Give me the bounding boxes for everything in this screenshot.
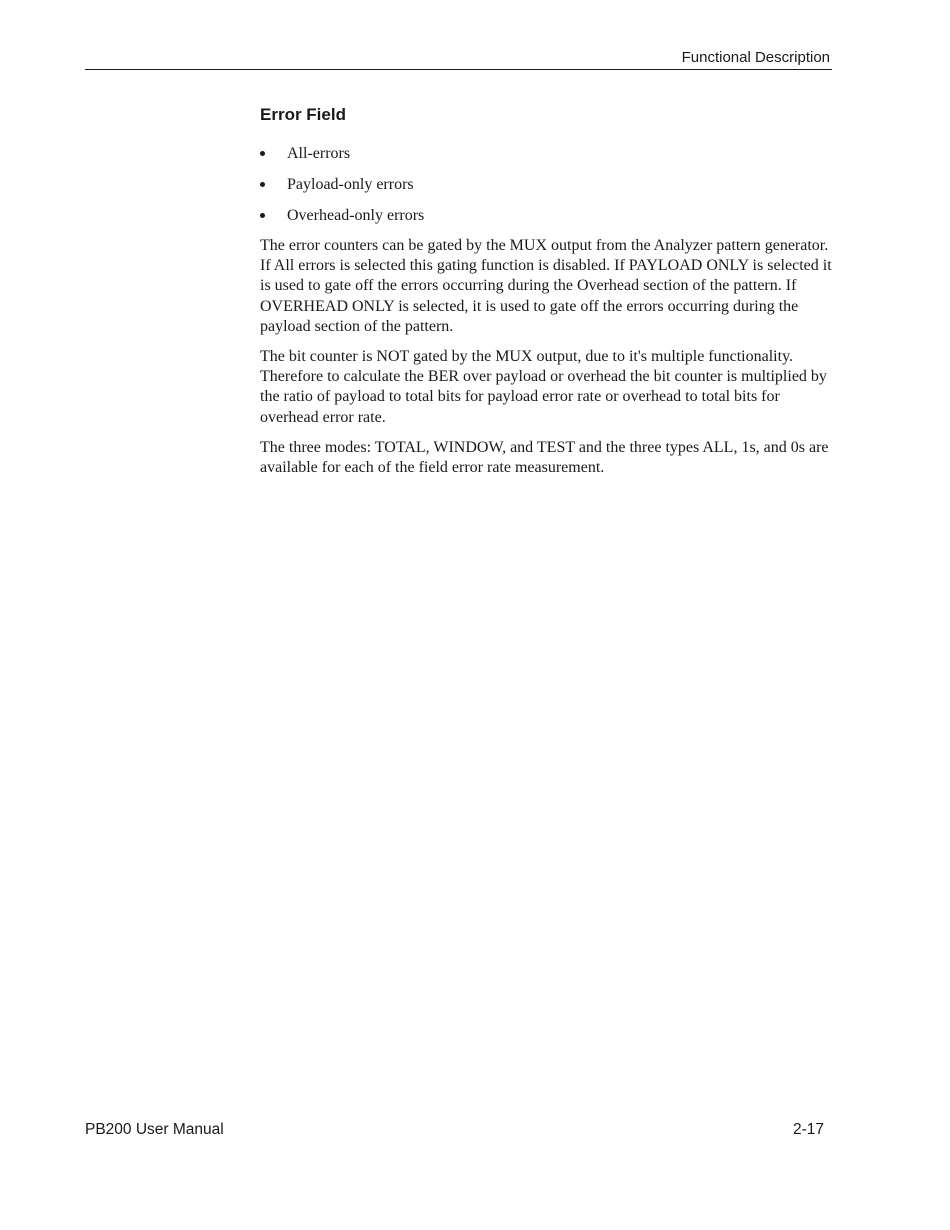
list-item [260,205,835,226]
footer-page-number: 2-17 [792,1121,824,1138]
bullet-icon [260,182,265,187]
paragraph-bit-counter: The bit counter is NOT gated by the MUX output, due to it's multiple functionality. Therefore to calculate the BER over payload or overhead the bit counter is multiplied by the ratio of payload to total bits for payload error rate or overhead to total bits for overhead error rate. [260,348,827,426]
list-item [260,174,835,195]
paragraph-gating: The error counters can be gated by the MUX output from the Analyzer pattern generator. If All errors is selected this gating function is disabled. If PAYLOAD ONLY is selected it is used to gate off the errors occurring during the Overhead section of the pattern. If OVERHEAD ONLY is selected, it is used to gate off the errors occurring during the payload section of the pattern. [260,237,832,335]
page-content [260,104,835,488]
list-item-text: Payload-only errors [287,176,414,193]
list-item [260,143,835,164]
paragraph-modes: The three modes: TOTAL, WINDOW, and TEST and the three types ALL, 1s, and 0s are available for each of the field error rate measurement. [260,438,829,477]
bullet-list [260,143,835,226]
section-heading: Error Field [260,105,346,124]
running-header: Functional Description [681,49,830,66]
list-item-text: Overhead-only errors [287,207,425,224]
bullet-icon [260,213,265,218]
footer-manual-name: PB200 User Manual [85,1121,224,1138]
list-item-text: All-errors [287,145,351,162]
header-rule [85,69,832,70]
bullet-icon [260,151,265,156]
